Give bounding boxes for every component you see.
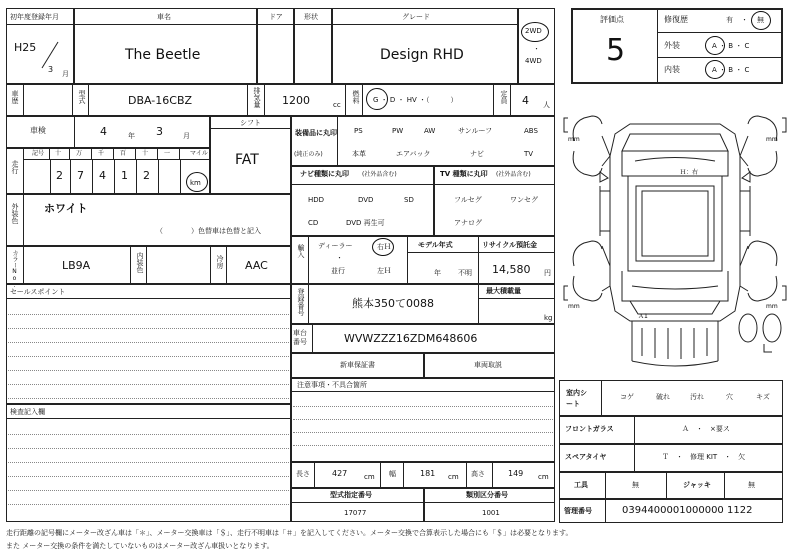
- equipment-sub: (純正のみ): [294, 151, 323, 158]
- type-no-value: 17077: [344, 509, 367, 517]
- mileage-header-2: 万: [76, 150, 83, 157]
- fuel-label: 燃料: [352, 90, 360, 104]
- equip-item2-0: 本革: [352, 150, 366, 158]
- vin-label: 車台番号: [293, 329, 307, 346]
- mileage-header-3: 千: [98, 150, 105, 157]
- sales-point-label: セールスポイント: [10, 288, 66, 296]
- type-no-label: 型式指定番号: [330, 491, 372, 499]
- inspection-label: 車検: [30, 126, 46, 135]
- equip-item-2: AW: [424, 127, 436, 135]
- model-year-unknown: 不明: [458, 269, 472, 277]
- repair-dot: ・: [741, 16, 748, 24]
- exterior-opts: A ・ B ・ C: [712, 42, 750, 50]
- class-no-value: 1001: [482, 509, 500, 517]
- color-no-label: カラーNo.: [11, 250, 18, 289]
- capacity-unit: 人: [543, 101, 550, 109]
- color-note: （ ）色替車は色替と記入: [156, 227, 261, 235]
- mileage-digit-3: 1: [121, 169, 128, 182]
- color-label: 外装色: [11, 203, 19, 224]
- interior-color-label: 内装色: [136, 252, 144, 273]
- shift-value: FAT: [235, 152, 259, 168]
- room-opt-2: 汚れ: [690, 393, 704, 401]
- length-label: 長さ: [296, 470, 310, 478]
- tools-value: 無: [632, 481, 639, 489]
- room-opt-3: 穴: [726, 393, 733, 401]
- capacity-value: 4: [522, 94, 529, 107]
- room-opt-1: 破れ: [656, 393, 670, 401]
- interior-opts: A ・ B ・ C: [712, 66, 750, 74]
- exterior-label: 外装: [664, 41, 680, 50]
- mileage-header-0: 記号: [32, 150, 45, 157]
- aircon-label: 冷房: [216, 255, 224, 269]
- aircon-value: AAC: [245, 259, 268, 272]
- mm-label-rl: mm: [568, 303, 580, 310]
- equip-item2-2: ナビ: [470, 150, 484, 158]
- exterior-a-circle: [705, 36, 725, 55]
- inspection-year: 4: [100, 125, 107, 138]
- diagram-mark-h: Ｈ：右: [680, 169, 699, 176]
- room-opt-0: コゲ: [620, 393, 634, 401]
- score-value: 5: [606, 33, 626, 68]
- width-unit: cm: [448, 473, 459, 481]
- shift-label: シフト: [240, 119, 261, 127]
- model-year-unit: 年: [434, 269, 441, 277]
- import-lhd: 左Ｈ: [377, 267, 391, 275]
- first-reg-month-unit: 月: [62, 70, 69, 78]
- car-name-label: 車名: [157, 13, 171, 21]
- tools-label: 工具: [574, 481, 588, 489]
- height-label: 高さ: [471, 470, 485, 478]
- windshield-value: Ａ ・ ×要ス: [682, 425, 730, 433]
- reg-label: 登録番号: [297, 288, 305, 316]
- mileage-header-6: 一: [164, 150, 171, 157]
- displacement-value: 1200: [282, 94, 310, 107]
- model-value: DBA-16CBZ: [128, 94, 193, 107]
- footer-note-1: 走行距離の記号欄にメーター改ざん車は「＊」、メーター交換車は「＄」、走行不明車は「＃」を記入してください。メーター交換で合算表示した場合にも「＄」は必要となります。: [6, 529, 573, 537]
- jack-value: 無: [748, 481, 755, 489]
- inspection-month-unit: 月: [183, 132, 190, 140]
- import-rhd-circle: [372, 238, 394, 256]
- repair-no: 無: [757, 16, 764, 24]
- interior-a-circle: [705, 60, 725, 79]
- max-load-unit: kg: [544, 314, 553, 322]
- mileage-digit-0: 2: [56, 169, 63, 182]
- room-label: 室内シート: [566, 389, 587, 408]
- equip-item2-3: TV: [524, 150, 534, 158]
- model-label: 型式: [78, 90, 86, 104]
- mileage-label: 走行: [11, 160, 19, 174]
- length-unit: cm: [364, 473, 375, 481]
- import-dot: ・: [336, 254, 343, 262]
- height-unit: cm: [538, 473, 549, 481]
- spare-value: Ｔ ・ 修理 KIT ・ 欠: [662, 453, 746, 461]
- width-value: 181: [420, 469, 436, 478]
- mm-label-fr: mm: [766, 136, 778, 143]
- navi-item-1: DVD: [358, 196, 374, 204]
- mgmt-label: 管理番号: [564, 507, 592, 515]
- drive-4wd: 4WD: [525, 57, 542, 65]
- mm-label-rr: mm: [766, 303, 778, 310]
- spare-label: スペアタイヤ: [565, 453, 607, 461]
- vin-value: WVWZZZ16ZDM648606: [344, 332, 478, 345]
- tv-item-1: ワンセグ: [510, 196, 538, 204]
- mm-label-fl: mm: [568, 136, 580, 143]
- navi-sub: (社外品含む): [362, 171, 397, 178]
- import-rhd: 右Ｈ: [377, 243, 391, 251]
- equip-item-3: サンルーフ: [458, 127, 493, 135]
- recycle-value: 14,580: [492, 263, 531, 276]
- mileage-km-circle: [186, 172, 208, 192]
- width-label: 幅: [389, 470, 396, 478]
- tv-label: TV 種類に丸印: [440, 170, 488, 178]
- windshield-label: フロントガラス: [565, 425, 614, 433]
- shape-label: 形状: [304, 13, 318, 21]
- mileage-digit-4: 2: [143, 169, 150, 182]
- tv-sub: (社外品含む): [496, 171, 531, 178]
- score-label: 評価点: [600, 15, 624, 24]
- mileage-digit-1: 7: [77, 169, 84, 182]
- tv-item-0: フルセグ: [454, 196, 482, 204]
- recycle-label: リサイクル預託金: [482, 241, 538, 249]
- sales-point-box: [6, 284, 291, 404]
- color-no-value: LB9A: [62, 259, 91, 272]
- fuel-g-circle: [366, 88, 388, 110]
- displacement-unit: cc: [333, 101, 341, 109]
- import-dealer: ディーラー: [318, 242, 353, 250]
- caution-label: 注意事項・不具合箇所: [297, 381, 367, 389]
- repair-no-circle: [751, 11, 771, 30]
- navi-label: ナビ種類に丸印: [300, 170, 349, 178]
- mileage-header-1: 十: [55, 150, 62, 157]
- recycle-unit: 円: [544, 269, 551, 277]
- grade-value: Design RHD: [380, 47, 464, 63]
- tv-item-2: アナログ: [454, 219, 482, 227]
- drive-2wd: 2WD: [525, 27, 542, 35]
- first-reg-label: 初年度登録年月: [10, 13, 59, 21]
- navi-item-4: DVD 再生可: [346, 219, 385, 227]
- navi-item-3: CD: [308, 219, 319, 227]
- warranty-label: 新車保証書: [340, 361, 375, 369]
- repair-yes: 有: [726, 16, 733, 24]
- fuel-opts: G ・ D ・ HV ・（ ）: [373, 96, 458, 104]
- equip-item-4: ABS: [524, 127, 538, 135]
- color-value: ホワイト: [44, 202, 88, 215]
- inspection-year-unit: 年: [128, 132, 135, 140]
- length-value: 427: [332, 469, 348, 478]
- car-name-value: The Beetle: [125, 47, 201, 63]
- room-opt-4: キズ: [756, 393, 770, 401]
- equipment-box: [291, 116, 555, 166]
- mileage-unit: km: [190, 179, 201, 187]
- height-value: 149: [508, 469, 524, 478]
- equip-item-1: PW: [392, 127, 404, 135]
- navi-item-2: SD: [404, 196, 414, 204]
- model-year-label: モデル年式: [418, 241, 453, 249]
- equip-item-0: PS: [354, 127, 363, 135]
- displacement-label: 排気量: [253, 87, 261, 108]
- equip-item2-1: エアバック: [396, 150, 431, 158]
- equipment-label: 装備品に丸印: [295, 129, 337, 137]
- door-label: ドア: [269, 13, 283, 21]
- first-reg-era-year: H25: [14, 41, 37, 54]
- footer-note-2: また メーター交換の条件を満たしていないものはメーター改ざん車扱いとなります。: [6, 542, 274, 550]
- import-label: 輸入: [297, 244, 305, 258]
- inspector-label: 検査記入欄: [10, 408, 45, 416]
- capacity-label: 定員: [500, 90, 508, 104]
- mileage-header-4: 百: [120, 150, 127, 157]
- mileage-header-7: マイル: [190, 150, 208, 157]
- interior-label: 内装: [664, 65, 680, 74]
- class-no-label: 類別区分番号: [466, 491, 508, 499]
- mgmt-value: 0394400001000000 1122: [622, 505, 753, 516]
- navi-item-0: HDD: [308, 196, 325, 204]
- inspection-month: 3: [156, 125, 163, 138]
- chassis-label: 車歴: [11, 90, 19, 104]
- jack-label: ジャッキ: [683, 481, 711, 489]
- car-diagram: [560, 96, 790, 381]
- mileage-header-5: 十: [142, 150, 149, 157]
- import-parallel: 並行: [331, 267, 345, 275]
- grade-label: グレード: [402, 13, 430, 21]
- manual-label: 車両取説: [474, 361, 502, 369]
- reg-value: 熊本350て0088: [352, 297, 434, 310]
- diagram-mark-a1: Ａ1: [638, 313, 648, 320]
- max-load-label: 最大積載量: [486, 287, 521, 295]
- mileage-digit-2: 4: [99, 169, 106, 182]
- room-row: [559, 380, 783, 416]
- first-reg-month: 3: [48, 65, 54, 74]
- drive-dash: ・: [533, 45, 540, 53]
- repair-label: 修復歴: [664, 15, 688, 24]
